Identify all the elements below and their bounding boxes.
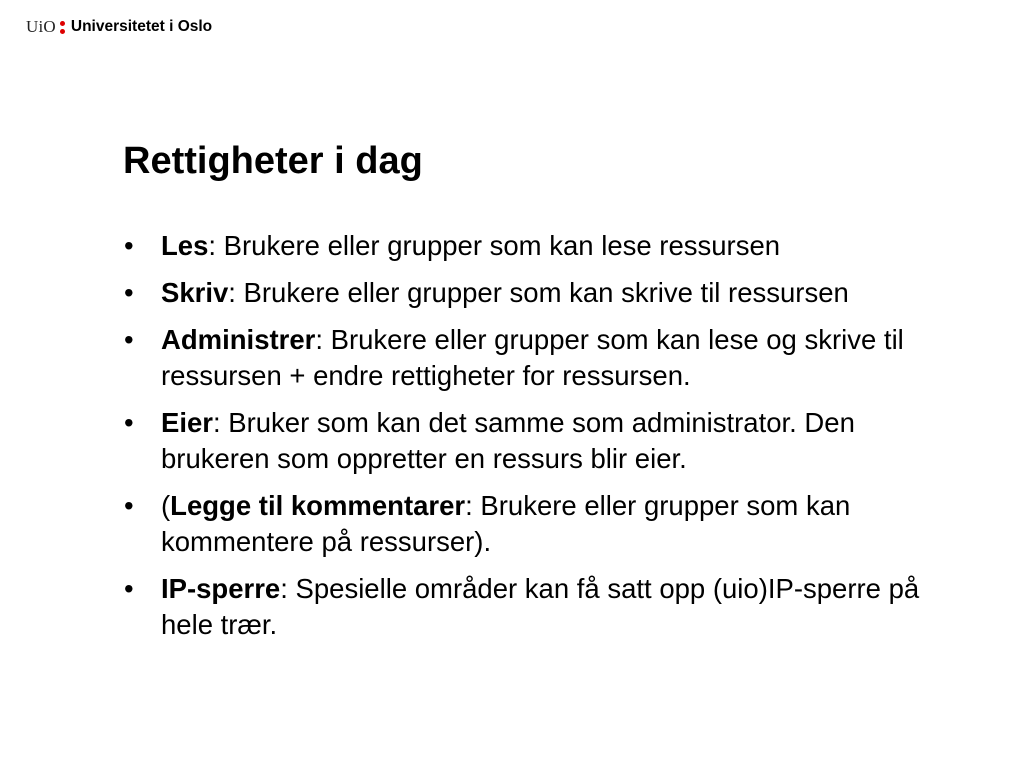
bullet-icon: • bbox=[124, 324, 134, 355]
bullet-term: Eier bbox=[161, 407, 213, 438]
bullet-item-administrer bbox=[118, 322, 968, 394]
bullet-text: : Spesielle områder kan få satt opp (uio)IP-sperre på hele trær. bbox=[161, 573, 920, 640]
bullet-item-eier bbox=[118, 405, 968, 477]
bullet-icon: • bbox=[124, 230, 134, 261]
bullet-item-ip-sperre bbox=[118, 571, 968, 643]
bullet-text: : Bruker som kan det samme som administrator. Den brukeren som oppretter en ressurs blir eier. bbox=[161, 407, 855, 474]
bullet-icon: • bbox=[124, 407, 134, 438]
bullet-term: Les bbox=[161, 230, 209, 261]
bullet-item-les bbox=[118, 228, 968, 264]
bullet-icon: • bbox=[124, 573, 134, 604]
logo-abbreviation: UiO bbox=[26, 17, 56, 36]
slide-title: Rettigheter i dag bbox=[123, 140, 423, 182]
uio-logo bbox=[26, 16, 212, 38]
bullet-term: Legge til kommentarer bbox=[170, 490, 466, 521]
bullet-prefix: ( bbox=[161, 490, 171, 521]
bullet-text: : Brukere eller grupper som kan kommentere på ressurser). bbox=[161, 490, 851, 557]
logo-institution-name: Universitetet i Oslo bbox=[70, 18, 213, 35]
bullet-text: : Brukere eller grupper som kan lese og skrive til ressursen + endre rettigheter for ressursen. bbox=[161, 324, 904, 391]
bullet-term: IP-sperre bbox=[161, 573, 281, 604]
bullet-text: : Brukere eller grupper som kan lese ressursen bbox=[208, 230, 781, 261]
bullet-list bbox=[118, 228, 968, 654]
bullet-term: Administrer bbox=[161, 324, 316, 355]
bullet-icon: • bbox=[124, 490, 134, 521]
bullet-icon: • bbox=[124, 277, 134, 308]
bullet-item-legge-til-kommentarer bbox=[118, 488, 968, 560]
bullet-item-skriv bbox=[118, 275, 968, 311]
bullet-text: : Brukere eller grupper som kan skrive til ressursen bbox=[228, 277, 849, 308]
bullet-term: Skriv bbox=[161, 277, 229, 308]
logo-mark-icon bbox=[60, 21, 65, 34]
